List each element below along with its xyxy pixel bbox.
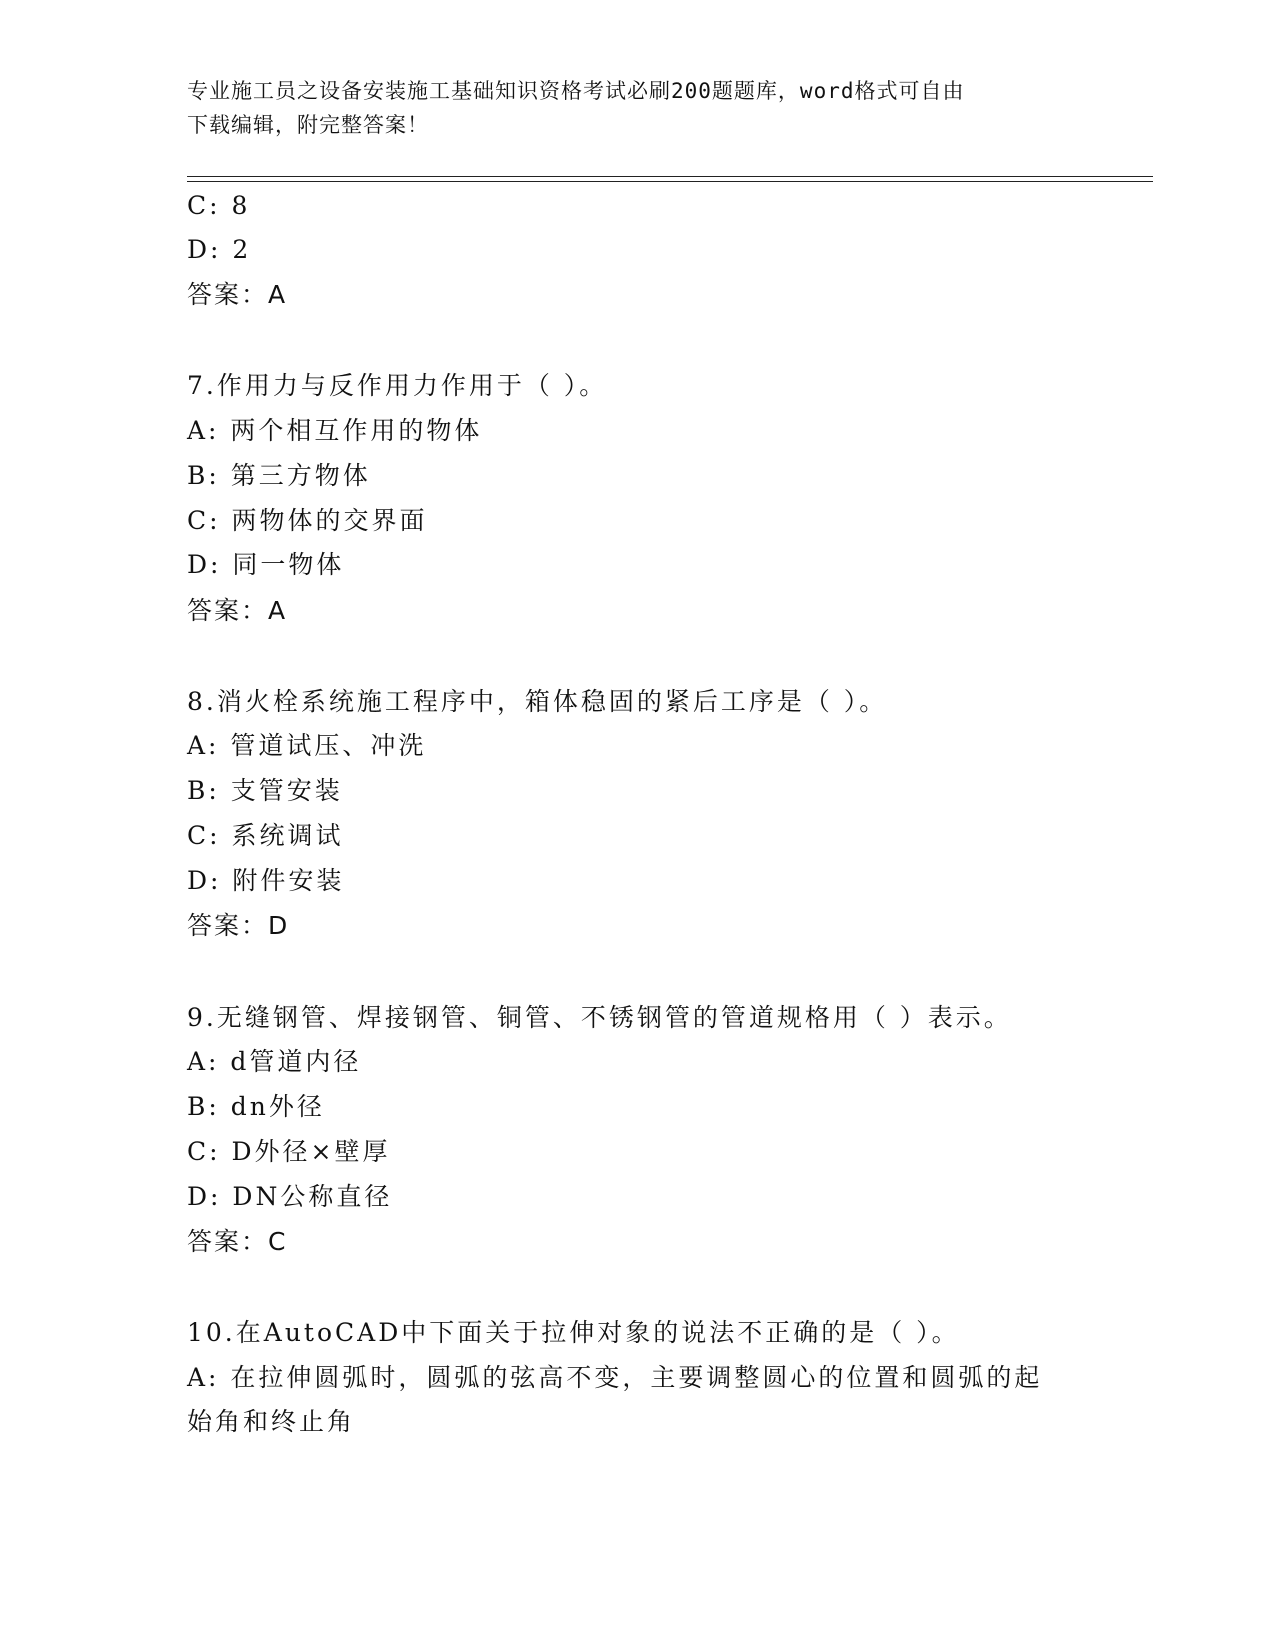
question-7-stem: 7.作用力与反作用力作用于（ ）。 — [187, 371, 608, 400]
question-8-option-c: C: 系统调试 — [187, 821, 344, 850]
question-9-option-b: B: dn外径 — [187, 1092, 325, 1121]
header-divider-bottom — [187, 181, 1153, 182]
question-7-answer: 答案：A — [187, 596, 288, 625]
header-divider-top — [187, 176, 1153, 177]
option-d: D: 2 — [187, 235, 252, 264]
answer-line: 答案：A — [187, 280, 288, 309]
question-9-option-d: D: DN公称直径 — [187, 1182, 393, 1211]
header-line-1: 专业施工员之设备安装施工基础知识资格考试必刷200题题库，word格式可自由 — [187, 79, 965, 103]
question-8-option-a: A: 管道试压、冲洗 — [187, 731, 427, 760]
question-9-stem: 9.无缝钢管、焊接钢管、铜管、不锈钢管的管道规格用（ ）表示。 — [187, 1003, 1012, 1032]
question-8-option-b: B: 支管安装 — [187, 776, 343, 805]
question-7-option-a: A: 两个相互作用的物体 — [187, 416, 483, 445]
question-7-option-d: D: 同一物体 — [187, 550, 345, 579]
document-header — [187, 74, 1087, 142]
header-line-2: 下载编辑，附完整答案！ — [187, 113, 429, 137]
question-8-stem: 8.消火栓系统施工程序中，箱体稳固的紧后工序是（ ）。 — [187, 687, 888, 716]
question-10-option-a-line-2: 始角和终止角 — [187, 1407, 356, 1436]
question-9-option-a: A: d管道内径 — [187, 1047, 362, 1076]
question-9-answer: 答案：C — [187, 1227, 288, 1256]
question-7-option-c: C: 两物体的交界面 — [187, 506, 428, 535]
question-10-option-a-line-1: A: 在拉伸圆弧时，圆弧的弦高不变，主要调整圆心的位置和圆弧的起 — [187, 1363, 1043, 1392]
question-7-option-b: B: 第三方物体 — [187, 461, 371, 490]
question-8-answer: 答案：D — [187, 911, 290, 940]
option-c: C: 8 — [187, 191, 251, 220]
question-8-option-d: D: 附件安装 — [187, 866, 345, 895]
question-10-stem: 10.在AutoCAD中下面关于拉伸对象的说法不正确的是（ ）。 — [187, 1318, 960, 1347]
question-9-option-c: C: D外径×壁厚 — [187, 1137, 391, 1166]
